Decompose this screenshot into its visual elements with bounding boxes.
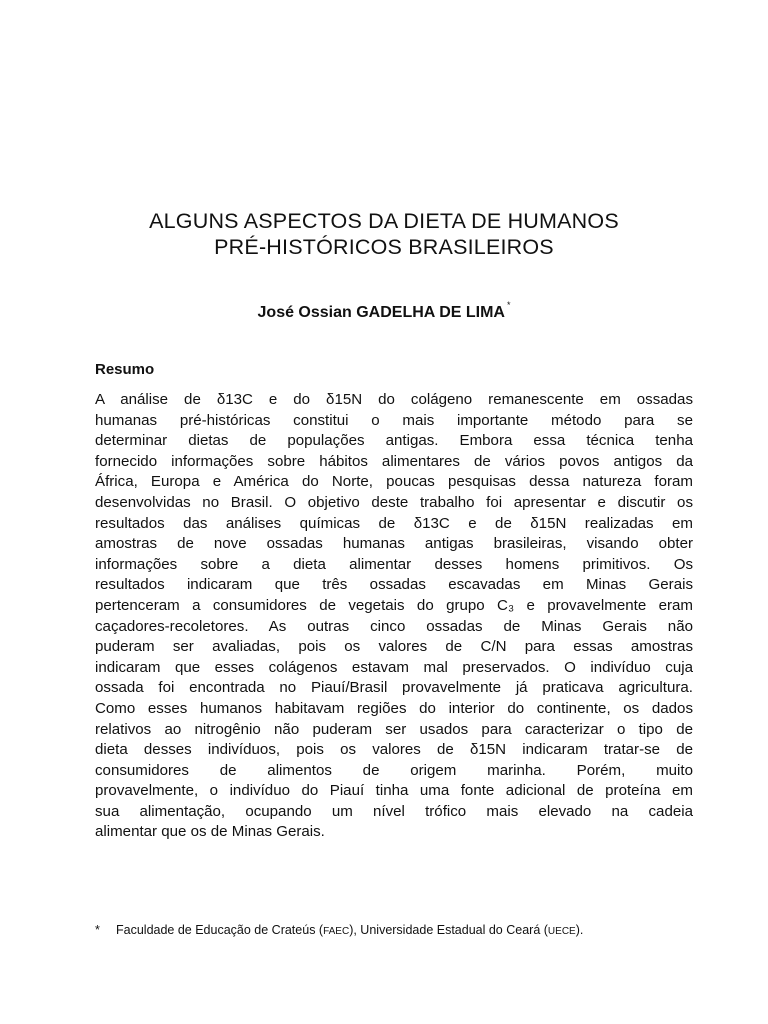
abstract-line: determinar dietas de populações antigas. Embora essa técnica tenha: [95, 432, 693, 450]
abstract-line: pertenceram a consumidores de vegetais do grupo C₃ e provavelmente eram: [95, 596, 693, 614]
affiliation-footnote: [95, 923, 583, 937]
abstract-line: dieta desses indivíduos, pois os valores de δ15N indicaram tratar-se de: [95, 741, 693, 759]
footnote-text-after: ).: [575, 923, 584, 937]
abstract-heading: Resumo: [95, 361, 155, 378]
title-line-1: ALGUNS ASPECTOS DA DIETA DE HUMANOS: [149, 209, 619, 233]
abstract-line: Como esses humanos habitavam regiões do interior do continente, os dados: [95, 699, 693, 717]
footnote-abbr-uece: UECE: [547, 926, 576, 937]
footnote-marker: *: [95, 923, 100, 937]
abstract-line: ossada foi encontrada no Piauí/Brasil provavelmente já praticava agricultura.: [95, 679, 693, 697]
footnote-text-before: Faculdade de Educação de Crateús (: [116, 923, 324, 937]
abstract-line: humanas pré-históricas constitui o mais importante método para se: [95, 411, 693, 429]
author-line: [60, 300, 708, 322]
abstract-line: alimentar que os de Minas Gerais.: [95, 823, 325, 841]
abstract-line: África, Europa e América do Norte, poucas pesquisas dessa natureza foram: [95, 473, 693, 491]
author-footnote-marker: *: [506, 300, 511, 310]
abstract-body: [95, 390, 693, 843]
footnote-text-middle: ), Universidade Estadual do Ceará (: [349, 923, 548, 937]
abstract-line: resultados indicaram que três ossadas escavadas em Minas Gerais: [95, 576, 693, 594]
abstract-line: resultados das análises químicas de δ13C e de δ15N realizadas em: [95, 514, 693, 532]
abstract-line: indicaram que esses colágenos estavam mal preservados. O indivíduo cuja: [95, 658, 693, 676]
abstract-line: fornecido informações sobre hábitos alimentares de vários povos antigos da: [95, 452, 693, 470]
abstract-line: relativos ao nitrogênio não puderam ser usados para caracterizar o tipo de: [95, 720, 693, 738]
paper-title: [60, 208, 708, 260]
abstract-line: consumidores de alimentos de origem marinha. Porém, muito: [95, 761, 693, 779]
abstract-line: puderam ser avaliadas, pois os valores de C/N para essas amostras: [95, 638, 693, 656]
abstract-line: informações sobre a dieta alimentar desses homens primitivos. Os: [95, 555, 693, 573]
abstract-line: amostras de nove ossadas humanas antigas brasileiras, visando obter: [95, 535, 693, 553]
abstract-line: sua alimentação, ocupando um nível trófico mais elevado na cadeia: [95, 802, 693, 820]
abstract-line: provavelmente, o indivíduo do Piauí tinha uma fonte adicional de proteína em: [95, 782, 693, 800]
abstract-line: A análise de δ13C e do δ15N do colágeno remanescente em ossadas: [95, 391, 693, 408]
author-name: José Ossian GADELHA DE LIMA: [257, 304, 505, 321]
abstract-line: caçadores-recoletores. As outras cinco ossadas de Minas Gerais não: [95, 617, 693, 635]
title-line-2: PRÉ-HISTÓRICOS BRASILEIROS: [214, 235, 554, 259]
abstract-line: desenvolvidas no Brasil. O objetivo deste trabalho foi apresentar e discutir os: [95, 493, 693, 511]
footnote-abbr-faec: FAEC: [323, 926, 350, 937]
